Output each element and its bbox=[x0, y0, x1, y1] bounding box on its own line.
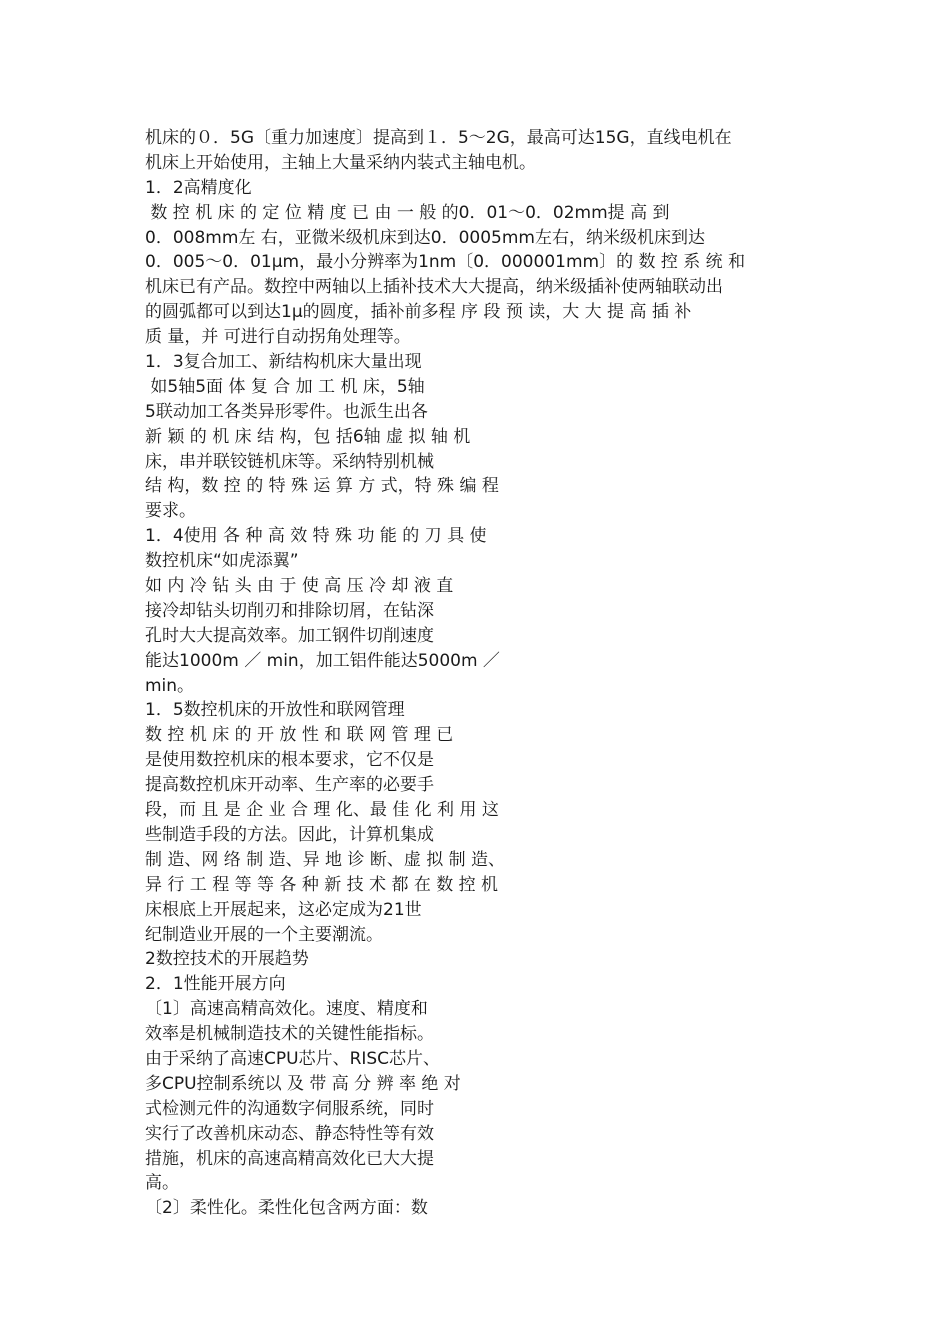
text-line: 如 内 冷 钻 头 由 于 使 高 压 冷 却 液 直 bbox=[145, 576, 454, 597]
text-line: 机床的０．5G〔重力加速度〕提高到１．5～2G，最高可达15G，直线电机在 bbox=[145, 128, 732, 148]
text-line: 效率是机械制造技术的关键性能指标。 bbox=[145, 1024, 434, 1045]
section-heading: 1．2高精度化 bbox=[145, 177, 252, 198]
document-text bbox=[145, 126, 815, 1221]
section-heading: 1．4使用 各 种 高 效 特 殊 功 能 的 刀 具 使 bbox=[145, 526, 487, 547]
text-line: 提高数控机床开动率、生产率的必要手 bbox=[145, 775, 434, 796]
section-heading: 1．3复合加工、新结构机床大量出现 bbox=[145, 352, 422, 373]
text-line: 高。 bbox=[145, 1173, 179, 1194]
text-line: 要求。 bbox=[145, 501, 196, 522]
text-line: 制 造、网 络 制 造、异 地 诊 断、虚 拟 制 造、 bbox=[145, 849, 506, 870]
text-line: 能达1000m ／ min，加工铝件能达5000m ／ bbox=[145, 650, 500, 671]
text-line: 〔1〕高速高精高效化。速度、精度和 bbox=[145, 999, 428, 1020]
text-line: 多CPU控制系统以 及 带 高 分 辨 率 绝 对 bbox=[145, 1073, 461, 1094]
text-line: 数 控 机 床 的 定 位 精 度 已 由 一 般 的0．01～0．02mm提 高 到 bbox=[145, 202, 670, 223]
text-line: 是使用数控机床的根本要求，它不仅是 bbox=[145, 750, 434, 771]
text-line: 结 构，数 控 的 特 殊 运 算 方 式，特 殊 编 程 bbox=[145, 476, 499, 497]
text-line: 接冷却钻头切削刃和排除切屑，在钻深 bbox=[145, 600, 434, 621]
text-line: 质 量，并 可进行自动拐角处理等。 bbox=[145, 327, 411, 348]
text-line: 机床上开始使用，主轴上大量采纳内装式主轴电机。 bbox=[145, 152, 536, 173]
text-line: 〔2〕柔性化。柔性化包含两方面：数 bbox=[145, 1198, 428, 1219]
text-line: 5联动加工各类异形零件。也派生出各 bbox=[145, 401, 428, 422]
text-line: 数 控 机 床 的 开 放 性 和 联 网 管 理 已 bbox=[145, 725, 454, 746]
text-line: 新 颖 的 机 床 结 构，包 括6轴 虚 拟 轴 机 bbox=[145, 426, 471, 447]
section-heading: 2数控技术的开展趋势 bbox=[145, 949, 309, 970]
section-heading: 1．5数控机床的开放性和联网管理 bbox=[145, 700, 405, 721]
text-line: 床根底上开展起来，这必定成为21世 bbox=[145, 899, 422, 920]
text-line: 式检测元件的沟通数字伺服系统，同时 bbox=[145, 1098, 434, 1119]
text-line: 孔时大大提高效率。加工钢件切削速度 bbox=[145, 625, 434, 646]
text-line: 实行了改善机床动态、静态特性等有效 bbox=[145, 1123, 434, 1144]
text-line: 由于采纳了高速CPU芯片、RISC芯片、 bbox=[145, 1048, 441, 1069]
text-line: 数控机床“如虎添翼” bbox=[145, 551, 299, 572]
text-line: 的圆弧都可以到达1μ的圆度，插补前多程 序 段 预 读，大 大 提 高 插 补 bbox=[145, 302, 692, 323]
text-line: 异 行 工 程 等 等 各 种 新 技 术 都 在 数 控 机 bbox=[145, 874, 499, 895]
text-line: 机床已有产品。数控中两轴以上插补技术大大提高，纳米级插补使两轴联动出 bbox=[145, 277, 723, 298]
text-line: 纪制造业开展的一个主要潮流。 bbox=[145, 924, 383, 945]
text-line: 些制造手段的方法。因此，计算机集成 bbox=[145, 824, 434, 845]
section-heading: 2．1性能开展方向 bbox=[145, 974, 286, 995]
text-line: 措施，机床的高速高精高效化已大大提 bbox=[145, 1148, 434, 1169]
text-line: 0．008mm左 右，亚微米级机床到达0．0005mm左右，纳米级机床到达 bbox=[145, 227, 705, 248]
text-line: min。 bbox=[145, 675, 195, 696]
text-line: 段，而 且 是 企 业 合 理 化、最 佳 化 利 用 这 bbox=[145, 800, 499, 821]
text-line: 如5轴5面 体 复 合 加 工 机 床，5轴 bbox=[145, 376, 425, 397]
text-line: 0．005～0．01μm，最小分辨率为1nm〔0．000001mm〕的 数 控 系 统 和 bbox=[145, 252, 746, 273]
text-line: 床，串并联铰链机床等。采纳特别机械 bbox=[145, 451, 434, 472]
